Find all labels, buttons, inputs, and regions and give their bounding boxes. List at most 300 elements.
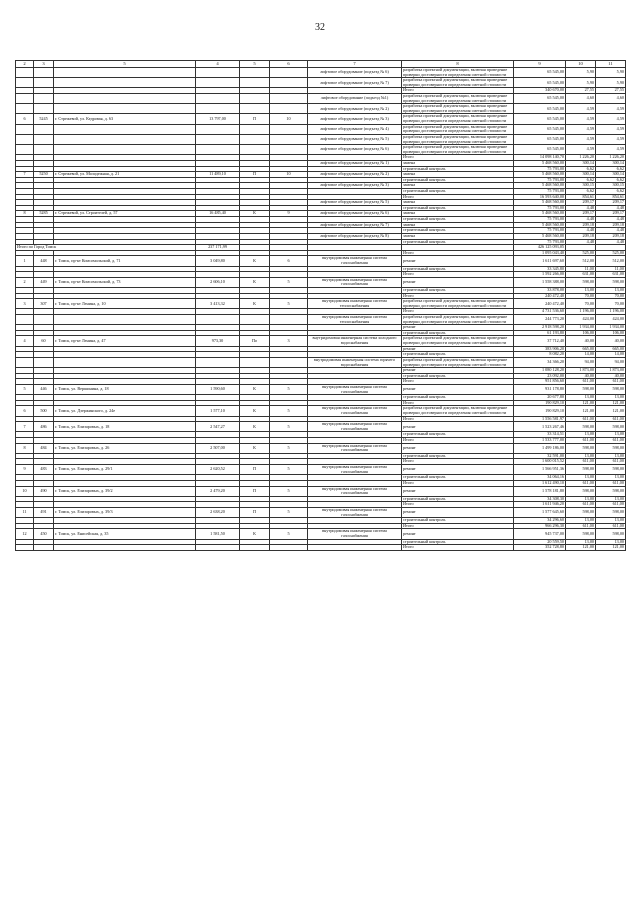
table-cell: 23 092,00 (514, 373, 566, 379)
table-cell: 5 (270, 529, 308, 539)
table-cell: 446 (34, 384, 54, 394)
table-cell: 33 314,51 (514, 432, 566, 438)
table-cell: 1 590,60 (196, 384, 240, 394)
column-number-header: 10 (566, 61, 596, 68)
table-cell (240, 145, 270, 155)
table-cell: 4,59 (596, 134, 626, 144)
table-cell: 75 793,00 (514, 177, 566, 183)
table-cell: 1 499 186,00 (514, 443, 566, 453)
table-cell: г. Томск, пр-кт Ленина, д. 10 (54, 299, 196, 309)
table-cell: 4,48 (596, 228, 626, 234)
table-cell (240, 78, 270, 88)
table-cell: 6,62 (596, 189, 626, 195)
table-cell: 1 556 581,97 (514, 416, 566, 422)
table-cell: лифтовое оборудование (подъезд № 2) (308, 172, 402, 178)
table-cell: 1 533 777,00 (514, 438, 566, 444)
table-cell: разработка проектной документации, включая проведение проверки достоверности определения сметной стоимости (402, 124, 514, 134)
table-cell: 5 468 560,00 (514, 233, 566, 239)
table-cell: 65 545,00 (514, 68, 566, 78)
table-cell: 10 (270, 114, 308, 124)
table-cell: 106,00 (566, 330, 596, 336)
table-cell: 75 793,00 (514, 217, 566, 223)
table-cell: разработка проектной документации, включая проведение проверки достоверности определения сметной стоимости (402, 104, 514, 114)
table-cell: 6 (270, 256, 308, 266)
table-cell: лифтовое оборудование (подъезд № 2) (308, 104, 402, 114)
table-cell: 665,00 (566, 346, 596, 352)
table-cell: внутридомовая инженерная система газоснабжения (308, 384, 402, 394)
table-cell: 65 545,00 (514, 94, 566, 104)
table-cell: 11 489,10 (196, 172, 240, 178)
table-cell: 598,00 (566, 277, 596, 287)
table-cell: 13 797,00 (196, 114, 240, 124)
table-cell: 4,48 (596, 217, 626, 223)
column-number-header: 5 (54, 61, 196, 68)
table-cell: разработка проектной документации, включая проведение проверки достоверности определения сметной стоимости (402, 114, 514, 124)
table-cell: замена (402, 200, 514, 206)
table-cell: 1 611 697,60 (514, 256, 566, 266)
table-cell (16, 104, 34, 114)
table-cell: г. Томск, ул. Елизаровых, д. 26 (54, 443, 196, 453)
table-cell: 1 (16, 256, 34, 266)
table-cell: лифтовое оборудование (подъезд № 6) (308, 145, 402, 155)
table-cell: 631,00 (596, 272, 626, 278)
table-cell: 16 485,40 (196, 211, 240, 217)
table-cell: 598,00 (596, 486, 626, 496)
table-cell: 598,00 (566, 529, 596, 539)
table-cell: замена (402, 172, 514, 178)
table-cell: строительный контроль (402, 539, 514, 545)
table-cell: 1 523 267,46 (514, 422, 566, 432)
table-cell (54, 68, 196, 78)
table-cell: 13,00 (596, 475, 626, 481)
table-cell: внутридомовая инженерная система теплоснабжения (308, 299, 402, 309)
table-cell: 525,00 (596, 250, 626, 256)
table-cell: 40,00 (596, 373, 626, 379)
table-cell: 7 (16, 422, 34, 432)
table-cell: 65 545,00 (514, 114, 566, 124)
table-cell: 484 (34, 443, 54, 453)
table-cell: 4,59 (566, 145, 596, 155)
table-cell: 40,00 (566, 373, 596, 379)
table-cell: лифтовое оборудование (подъезд № 6) (308, 68, 402, 78)
table-cell: 6,62 (596, 166, 626, 172)
table-cell (270, 315, 308, 325)
table-cell: 37 712,40 (514, 336, 566, 346)
table-cell: 598,00 (596, 384, 626, 394)
table-cell: П (240, 486, 270, 496)
table-cell: ремонт (402, 529, 514, 539)
table-cell (54, 94, 196, 104)
table-cell: По (240, 336, 270, 346)
table-cell: 4,59 (566, 114, 596, 124)
table-cell: 512,00 (596, 256, 626, 266)
table-cell: 1 934,00 (566, 325, 596, 331)
table-cell: 449 (34, 277, 54, 287)
table-cell (16, 78, 34, 88)
table-cell (270, 94, 308, 104)
table-row (16, 78, 626, 88)
table-cell: 611,00 (566, 379, 596, 385)
table-cell: разработка проектной документации, включая проведение проверки достоверности определения сметной стоимости (402, 94, 514, 104)
table-cell: 525,00 (566, 250, 596, 256)
table-cell: Итого (402, 250, 514, 256)
table-cell: 5 (270, 486, 308, 496)
table-cell: 1 934,00 (596, 325, 626, 331)
table-cell: ремонт (402, 465, 514, 475)
table-cell: 121,00 (566, 406, 596, 416)
table-row (16, 357, 626, 367)
table-cell: 190 829,10 (514, 400, 566, 406)
table-cell: 4,60 (596, 94, 626, 104)
table-cell: 300,15 (566, 183, 596, 189)
table-cell: строительный контроль (402, 205, 514, 211)
table-cell: 6 (16, 114, 34, 124)
table-cell: 14 098 140,70 (514, 155, 566, 161)
table-cell: 5,90 (596, 78, 626, 88)
table-cell: 631,00 (566, 272, 596, 278)
table-cell: разработка проектной документации, включая проведение проверки достоверности определения сметной стоимости (402, 134, 514, 144)
table-row (16, 277, 626, 287)
table-cell: ремонт (402, 384, 514, 394)
table-cell: 5 (270, 507, 308, 517)
table-cell: 13,00 (596, 539, 626, 545)
table-cell: 1 196,00 (566, 309, 596, 315)
table-cell: строительный контроль (402, 373, 514, 379)
table-cell: разработка проектной документации, включая проведение проверки достоверности определения сметной стоимости (402, 299, 514, 309)
table-cell: внутридомовая инженерная система газоснабжения (308, 422, 402, 432)
table-cell (34, 134, 54, 144)
table-cell: 61 193,80 (514, 330, 566, 336)
table-cell: 121,00 (596, 545, 626, 551)
table-cell: 598,00 (566, 384, 596, 394)
table-cell: 13,00 (596, 453, 626, 459)
table-cell: 1 226,20 (566, 155, 596, 161)
table-cell (34, 545, 54, 551)
page-number: 32 (315, 22, 325, 33)
table-cell: строительный контроль (402, 432, 514, 438)
table-cell (240, 357, 270, 367)
table-cell: 13,00 (566, 287, 596, 293)
table-cell: 70,00 (596, 293, 626, 299)
column-number-header: 8 (402, 61, 514, 68)
table-cell: 65 545,00 (514, 78, 566, 88)
table-cell: 5,90 (596, 68, 626, 78)
table-cell: 1 566 951,36 (514, 465, 566, 475)
table-cell: замена (402, 160, 514, 166)
table-cell: 34 308,30 (514, 496, 566, 502)
table-cell: внутридомовая инженерная система газоснабжения (308, 443, 402, 453)
table-cell: г. Томск, ул. Елизаровых, д. 39/3 (54, 507, 196, 517)
table-cell: 598,00 (566, 465, 596, 475)
table-cell: 13,00 (596, 395, 626, 401)
table-header-row (16, 61, 626, 68)
table-cell: 65 545,00 (514, 134, 566, 144)
table-cell: 3 413,32 (196, 299, 240, 309)
table-cell: лифтовое оборудование (подъезд № 7) (308, 222, 402, 228)
table-cell: 5,90 (566, 68, 596, 78)
table-cell: г. Томск, ул. Дзержинского, д. 24е (54, 406, 196, 416)
table-row (16, 315, 626, 325)
table-cell (196, 78, 240, 88)
table-row (16, 507, 626, 517)
table-cell (240, 134, 270, 144)
table-cell: Итого (402, 194, 514, 200)
table-cell: 1 873,00 (566, 368, 596, 374)
table-cell: 9 (270, 211, 308, 217)
table-cell: К (240, 211, 270, 217)
table-cell: 8 (16, 443, 34, 453)
table-cell (196, 124, 240, 134)
table-cell: 121,00 (566, 545, 596, 551)
table-cell: 12 (16, 529, 34, 539)
table-cell: 1 873,00 (596, 368, 626, 374)
table-cell: внутридомовая инженерная система газоснабжения (308, 277, 402, 287)
table-cell: ремонт (402, 486, 514, 496)
table-cell: 4,48 (566, 239, 596, 245)
table-cell: г. Томск, ул. Енисейская, д. 35 (54, 529, 196, 539)
table-row (16, 68, 626, 78)
table-cell: 1 577,10 (196, 406, 240, 416)
table-cell: г. Томск, ул. Елизаровых, д. 39/2 (54, 486, 196, 496)
table-row (16, 145, 626, 155)
table-cell: внутридомовая инженерная система газоснабжения (308, 529, 402, 539)
table-cell: 3 (270, 336, 308, 346)
table-cell: разработка проектной документации, включая проведение проверки достоверности определения сметной стоимости (402, 78, 514, 88)
table-row (16, 336, 626, 346)
table-cell: 611,00 (596, 416, 626, 422)
table-cell: 4,59 (596, 114, 626, 124)
table-cell: внутридомовая инженерная система горячего водоснабжения (308, 357, 402, 367)
table-cell: 209,17 (566, 211, 596, 217)
table-cell: строительный контроль (402, 239, 514, 245)
table-cell (196, 357, 240, 367)
table-cell: К (240, 277, 270, 287)
table-cell: г. Томск, пр-кт Комсомольский, д. 73 (54, 277, 196, 287)
table-cell: 512,00 (566, 256, 596, 266)
table-cell: ремонт (402, 422, 514, 432)
table-cell: внутридомовая инженерная система холодного водоснабжения (308, 336, 402, 346)
table-cell: лифтовое оборудование (подъезд № 5) (308, 134, 402, 144)
table-row (16, 465, 626, 475)
table-cell: 8 082,20 (514, 352, 566, 358)
table-cell: 75 793,00 (514, 189, 566, 195)
table-cell: ремонт (402, 325, 514, 331)
table-cell: лифтовое оборудование (подъезд № 8) (308, 233, 402, 239)
table-cell: 32 591,00 (514, 453, 566, 459)
table-cell: 209,17 (596, 200, 626, 206)
table-cell: 951 856,60 (514, 379, 566, 385)
table-cell: Итого (402, 459, 514, 465)
table-cell: 424,00 (596, 315, 626, 325)
table-cell: разработка проектной документации, включая проведение проверки достоверности определения сметной стоимости (402, 68, 514, 78)
table-row (16, 422, 626, 432)
table-cell: 13,00 (596, 496, 626, 502)
table-cell (34, 124, 54, 134)
table-cell: П (240, 465, 270, 475)
table-cell: 209,18 (596, 233, 626, 239)
table-cell (16, 94, 34, 104)
table-cell: 20 677,80 (514, 395, 566, 401)
table-cell: 665,00 (596, 346, 626, 352)
table-cell: 106,00 (596, 330, 626, 336)
table-cell: строительный контроль (402, 189, 514, 195)
table-cell: внутридомовая инженерная система газоснабжения (308, 465, 402, 475)
column-number-header: 7 (308, 61, 402, 68)
table-cell: 2 606,10 (196, 277, 240, 287)
table-cell: Итого (402, 309, 514, 315)
table-cell (270, 357, 308, 367)
table-cell: 209,17 (566, 200, 596, 206)
table-cell: 611,00 (566, 502, 596, 508)
table-cell: строительный контроль (402, 475, 514, 481)
table-row (16, 114, 626, 124)
table-cell: 4 731 536,60 (514, 309, 566, 315)
table-cell: 598,00 (596, 465, 626, 475)
table-cell: 4 (16, 336, 34, 346)
table-cell: 13,00 (596, 518, 626, 524)
table-cell: 27,55 (566, 88, 596, 94)
table-cell: лифтовое оборудование (подъезд № 1) (308, 160, 402, 166)
table-cell: строительный контроль (402, 496, 514, 502)
table-cell: 5 468 560,00 (514, 222, 566, 228)
table-cell: 426 125 093,05 (514, 245, 566, 251)
table-cell (34, 94, 54, 104)
table-cell: 70,00 (566, 299, 596, 309)
table-cell: 5 468 560,00 (514, 200, 566, 206)
table-cell: внутридомовая инженерная система газоснабжения (308, 486, 402, 496)
table-cell: строительный контроль (402, 177, 514, 183)
table-cell (54, 78, 196, 88)
table-cell: 448 (34, 256, 54, 266)
column-number-header: 6 (270, 61, 308, 68)
table-cell: П (240, 114, 270, 124)
table-body (16, 68, 626, 551)
table-cell: 2 (16, 277, 34, 287)
table-cell: строительный контроль (402, 518, 514, 524)
table-cell (240, 124, 270, 134)
table-cell: 209,17 (596, 211, 626, 217)
table-cell: г. Томск, ул. Елизаровых, д. 29/1 (54, 465, 196, 475)
table-cell (16, 315, 34, 325)
table-cell: 1 611 946,20 (514, 502, 566, 508)
table-cell: 6 (16, 406, 34, 416)
table-cell: замена (402, 183, 514, 189)
table-cell: 16 593 640,00 (514, 194, 566, 200)
table-cell: 8 (16, 211, 34, 217)
table-cell: 2 638,20 (196, 507, 240, 517)
table-cell: 383 906,20 (514, 346, 566, 352)
table-cell: 1 095 043,40 (514, 250, 566, 256)
table-cell: 6,62 (566, 166, 596, 172)
table-cell: 300,15 (596, 183, 626, 189)
table-cell: лифтовое оборудование (подъезд № 4) (308, 124, 402, 134)
table-cell: 491 (34, 507, 54, 517)
table-cell: 5 468 560,00 (514, 160, 566, 166)
table-cell: К (240, 422, 270, 432)
table-cell: разработка проектной документации, включая проведение проверки достоверности определения сметной стоимости (402, 145, 514, 155)
table-cell: 4,59 (596, 104, 626, 114)
table-row (16, 384, 626, 394)
table-cell (270, 134, 308, 144)
table-cell: 13,00 (566, 496, 596, 502)
table-row (16, 256, 626, 266)
table-cell: 65 545,00 (514, 145, 566, 155)
group-total-label: Итого по Город Томск (16, 245, 196, 251)
table-cell: 598,00 (596, 422, 626, 432)
table-row (16, 545, 626, 551)
table-cell: 3 (16, 299, 34, 309)
table-cell: 307 (34, 299, 54, 309)
table-cell (270, 68, 308, 78)
table-cell: 13,00 (596, 287, 626, 293)
table-cell (34, 68, 54, 78)
table-row (16, 94, 626, 104)
table-cell: 4,48 (566, 228, 596, 234)
table-cell (16, 68, 34, 78)
table-cell: 300,14 (566, 172, 596, 178)
table-cell: ремонт (402, 256, 514, 266)
table-cell: 611,00 (566, 416, 596, 422)
table-cell: 1 080 128,20 (514, 368, 566, 374)
table-cell: 486 (34, 422, 54, 432)
table-cell: 340 670,00 (514, 88, 566, 94)
table-cell: Итого (402, 523, 514, 529)
table-cell: Итого (402, 438, 514, 444)
column-number-header: 9 (514, 61, 566, 68)
table-cell (54, 104, 196, 114)
table-cell: 121,00 (596, 400, 626, 406)
column-number-header: 3 (34, 61, 54, 68)
table-cell (34, 315, 54, 325)
table-cell: 4,48 (566, 205, 596, 211)
table-cell: ремонт (402, 507, 514, 517)
table-cell: 4,59 (596, 145, 626, 155)
table-cell: 1 578 181,80 (514, 486, 566, 496)
table-cell: 611,00 (566, 459, 596, 465)
table-cell (34, 357, 54, 367)
table-cell: 973,30 (196, 336, 240, 346)
table-cell: 352 728,80 (514, 545, 566, 551)
table-cell: строительный контроль (402, 228, 514, 234)
table-cell: 40,00 (596, 336, 626, 346)
table-cell (240, 94, 270, 104)
table-cell: 34 064,16 (514, 475, 566, 481)
table-cell: К (240, 299, 270, 309)
table-cell: 6,62 (566, 177, 596, 183)
table-cell: 450 (34, 529, 54, 539)
table-cell: 34 296,60 (514, 518, 566, 524)
table-cell: 14,00 (596, 352, 626, 358)
table-cell: 5 (270, 384, 308, 394)
table-cell: строительный контроль (402, 217, 514, 223)
table-row (16, 124, 626, 134)
table-cell: г. Томск, ул. Вершинина, д. 18 (54, 384, 196, 394)
table-cell: Итого (402, 88, 514, 94)
table-cell: 40,00 (566, 336, 596, 346)
table-cell: 5 468 560,00 (514, 172, 566, 178)
table-cell (308, 545, 402, 551)
table-cell (16, 545, 34, 551)
table-cell: внутридомовая инженерная система газоснабжения (308, 507, 402, 517)
table-cell: 5 (270, 443, 308, 453)
table-cell: Итого (402, 400, 514, 406)
table-cell: 13,00 (566, 395, 596, 401)
table-cell: разработка проектной документации, включая проведение проверки достоверности определения сметной стоимости (402, 357, 514, 367)
table-cell: разработка проектной документации, включая проведение проверки достоверности определения сметной стоимости (402, 336, 514, 346)
table-cell: 2 507,00 (196, 443, 240, 453)
table-cell: внутридомовая инженерная система теплоснабжения (308, 315, 402, 325)
table-cell: лифтовое оборудование (подъезд № 3) (308, 114, 402, 124)
